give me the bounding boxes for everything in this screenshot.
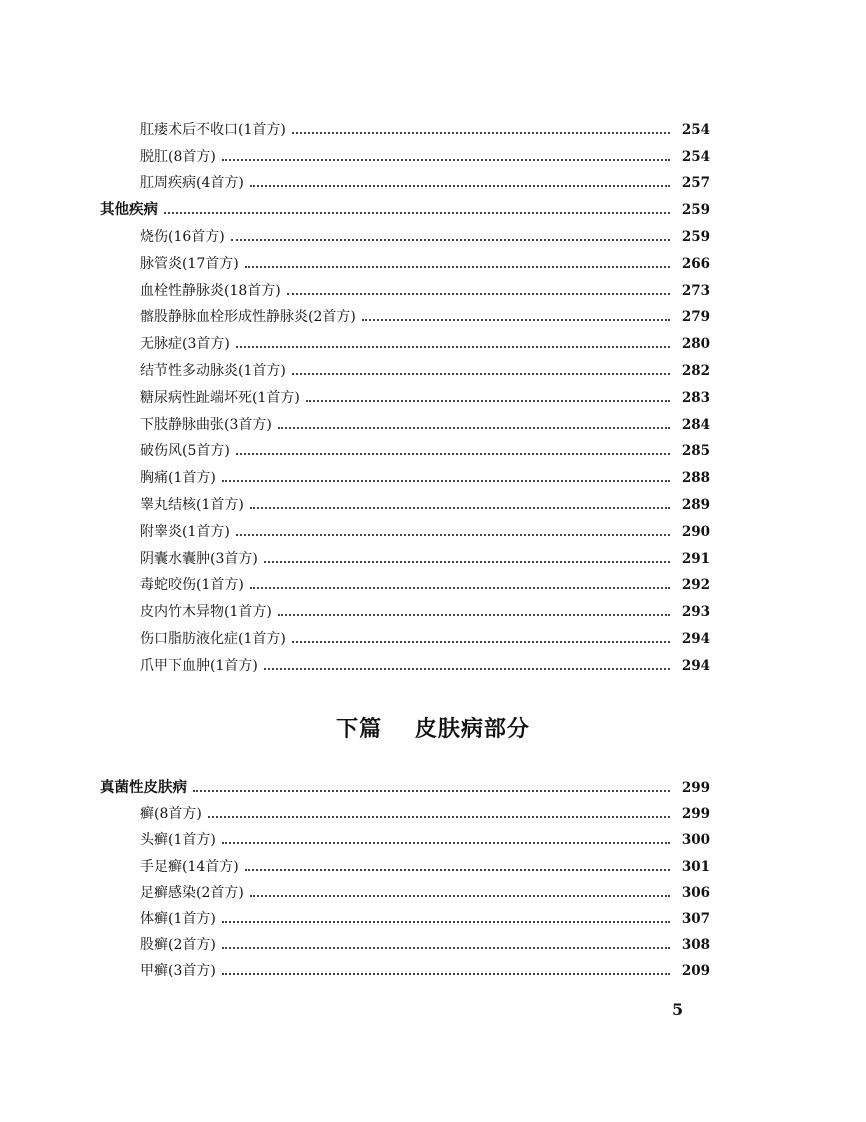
- toc-entry-label: 癣(8首方): [140, 806, 202, 823]
- toc-entry-label: 头癣(1首方): [140, 832, 216, 849]
- toc-section-heading[interactable]: [100, 763, 710, 797]
- toc-entry-label: 无脉症(3首方): [140, 336, 230, 353]
- toc-entry-label: 烧伤(16首方): [140, 228, 225, 245]
- toc-entry[interactable]: [100, 568, 710, 595]
- toc-entry[interactable]: [100, 166, 710, 193]
- toc-entry[interactable]: [100, 514, 710, 541]
- toc-entry-page: 280: [681, 336, 710, 353]
- toc-entry-page: 284: [681, 416, 710, 433]
- dot-leader: [250, 587, 670, 589]
- toc-entry-label: 足癣感染(2首方): [140, 884, 244, 901]
- toc-entry-label: 胸痛(1首方): [140, 470, 216, 487]
- dot-leader: [222, 947, 670, 949]
- toc-entry-page: 301: [681, 858, 710, 875]
- dot-leader: [222, 842, 670, 844]
- toc-entry-page: 257: [681, 175, 710, 192]
- toc-entry[interactable]: [100, 112, 710, 139]
- toc-entry-page: 294: [681, 630, 710, 647]
- toc-entry-page: 289: [681, 496, 710, 513]
- toc-entry-label: 肛瘘术后不收口(1首方): [140, 121, 286, 138]
- toc-entry-page: 283: [681, 389, 710, 406]
- toc-entry[interactable]: [100, 594, 710, 621]
- toc-entry[interactable]: [100, 876, 710, 902]
- toc-entry-label: 糖尿病性趾端坏死(1首方): [140, 389, 300, 406]
- toc-entry-label: 其他疾病: [100, 202, 158, 219]
- dot-leader: [306, 400, 670, 402]
- toc-entry[interactable]: [100, 902, 710, 928]
- toc-entry[interactable]: [100, 797, 710, 823]
- toc-entry-page: 282: [681, 362, 710, 379]
- toc-entry-page: 266: [681, 255, 710, 272]
- toc-entry[interactable]: [100, 139, 710, 166]
- toc-entry-page: 285: [681, 443, 710, 460]
- toc-entry-label: 髂股静脉血栓形成性静脉炎(2首方): [140, 309, 356, 326]
- dot-leader: [222, 159, 670, 161]
- toc-list-dermatology: [100, 763, 710, 980]
- part-title: [0, 712, 866, 743]
- toc-entry-label: 血栓性静脉炎(18首方): [140, 282, 281, 299]
- dot-leader: [250, 895, 670, 897]
- toc-entry-page: 279: [681, 309, 710, 326]
- toc-entry-label: 手足癣(14首方): [140, 858, 239, 875]
- dot-leader: [292, 373, 670, 375]
- toc-entry-label: 脱肛(8首方): [140, 148, 216, 165]
- toc-entry-page: 292: [681, 577, 710, 594]
- dot-leader: [222, 480, 670, 482]
- dot-leader: [222, 973, 670, 975]
- dot-leader: [236, 534, 670, 536]
- toc-entry-label: 伤口脂肪液化症(1首方): [140, 630, 286, 647]
- toc-entry-label: 下肢静脉曲张(3首方): [140, 416, 272, 433]
- toc-entry-label: 睾丸结核(1首方): [140, 496, 244, 513]
- dot-leader: [231, 239, 670, 241]
- dot-leader: [208, 816, 670, 818]
- dot-leader: [264, 561, 670, 563]
- page-number: 5: [672, 1000, 684, 1019]
- toc-entry-label: 结节性多动脉炎(1首方): [140, 362, 286, 379]
- toc-entry-label: 体癣(1首方): [140, 910, 216, 927]
- toc-entry[interactable]: [100, 621, 710, 648]
- dot-leader: [287, 293, 670, 295]
- toc-entry[interactable]: [100, 954, 710, 980]
- toc-entry-page: 288: [681, 470, 710, 487]
- toc-entry-page: 299: [681, 806, 710, 823]
- toc-entry-label: 甲癣(3首方): [140, 963, 216, 980]
- dot-leader: [278, 614, 670, 616]
- toc-entry-page: 254: [681, 121, 710, 138]
- dot-leader: [250, 185, 670, 187]
- dot-leader: [236, 346, 670, 348]
- toc-entry-label: 爪甲下血肿(1首方): [140, 657, 258, 674]
- toc-entry[interactable]: [100, 246, 710, 273]
- toc-entry-label: 破伤风(5首方): [140, 443, 230, 460]
- toc-entry-label: 阴囊水囊肿(3首方): [140, 550, 258, 567]
- dot-leader: [362, 319, 670, 321]
- toc-entry-page: 273: [681, 282, 710, 299]
- toc-entry[interactable]: [100, 273, 710, 300]
- toc-entry-page: 291: [681, 550, 710, 567]
- toc-entry[interactable]: [100, 541, 710, 568]
- toc-entry[interactable]: [100, 380, 710, 407]
- toc-list-surgery: [100, 112, 710, 675]
- toc-entry[interactable]: [100, 219, 710, 246]
- toc-entry[interactable]: [100, 326, 710, 353]
- part-name: 皮肤病部分: [414, 716, 530, 742]
- toc-section-heading[interactable]: [100, 192, 710, 219]
- toc-entry-page: 293: [681, 604, 710, 621]
- toc-entry-label: 真菌性皮肤病: [100, 780, 187, 796]
- dot-leader: [264, 668, 670, 670]
- dot-leader: [193, 790, 670, 792]
- toc-entry[interactable]: [100, 407, 710, 434]
- toc-entry[interactable]: [100, 353, 710, 380]
- dot-leader: [245, 869, 670, 871]
- toc-entry-page: 290: [681, 523, 710, 540]
- toc-entry[interactable]: [100, 648, 710, 675]
- toc-entry[interactable]: [100, 849, 710, 875]
- dot-leader: [278, 427, 670, 429]
- toc-entry-page: 300: [681, 832, 710, 849]
- dot-leader: [292, 641, 670, 643]
- toc-entry[interactable]: [100, 487, 710, 514]
- toc-entry-page: 308: [681, 937, 710, 954]
- dot-leader: [245, 266, 670, 268]
- toc-entry-label: 附睾炎(1首方): [140, 523, 230, 540]
- toc-entry[interactable]: [100, 434, 710, 461]
- toc-entry-page: 259: [681, 228, 710, 245]
- toc-entry[interactable]: [100, 300, 710, 327]
- toc-entry-page: 299: [681, 780, 710, 796]
- dot-leader: [292, 132, 670, 134]
- toc-entry[interactable]: [100, 460, 710, 487]
- toc-entry-page: 254: [681, 148, 710, 165]
- dot-leader: [164, 212, 670, 214]
- toc-entry[interactable]: [100, 928, 710, 954]
- toc-entry-label: 毒蛇咬伤(1首方): [140, 577, 244, 594]
- toc-entry-label: 肛周疾病(4首方): [140, 175, 244, 192]
- dot-leader: [222, 921, 670, 923]
- toc-entry-page: 294: [681, 657, 710, 674]
- toc-entry-page: 307: [681, 910, 710, 927]
- toc-entry-page: 306: [681, 884, 710, 901]
- toc-entry-label: 股癣(2首方): [140, 937, 216, 954]
- toc-entry[interactable]: [100, 823, 710, 849]
- dot-leader: [236, 453, 670, 455]
- dot-leader: [250, 507, 670, 509]
- toc-entry-page: 259: [681, 202, 710, 219]
- part-label: 下篇: [336, 716, 383, 742]
- toc-entry-page: 209: [681, 963, 710, 980]
- toc-entry-label: 皮内竹木异物(1首方): [140, 604, 272, 621]
- toc-entry-label: 脉管炎(17首方): [140, 255, 239, 272]
